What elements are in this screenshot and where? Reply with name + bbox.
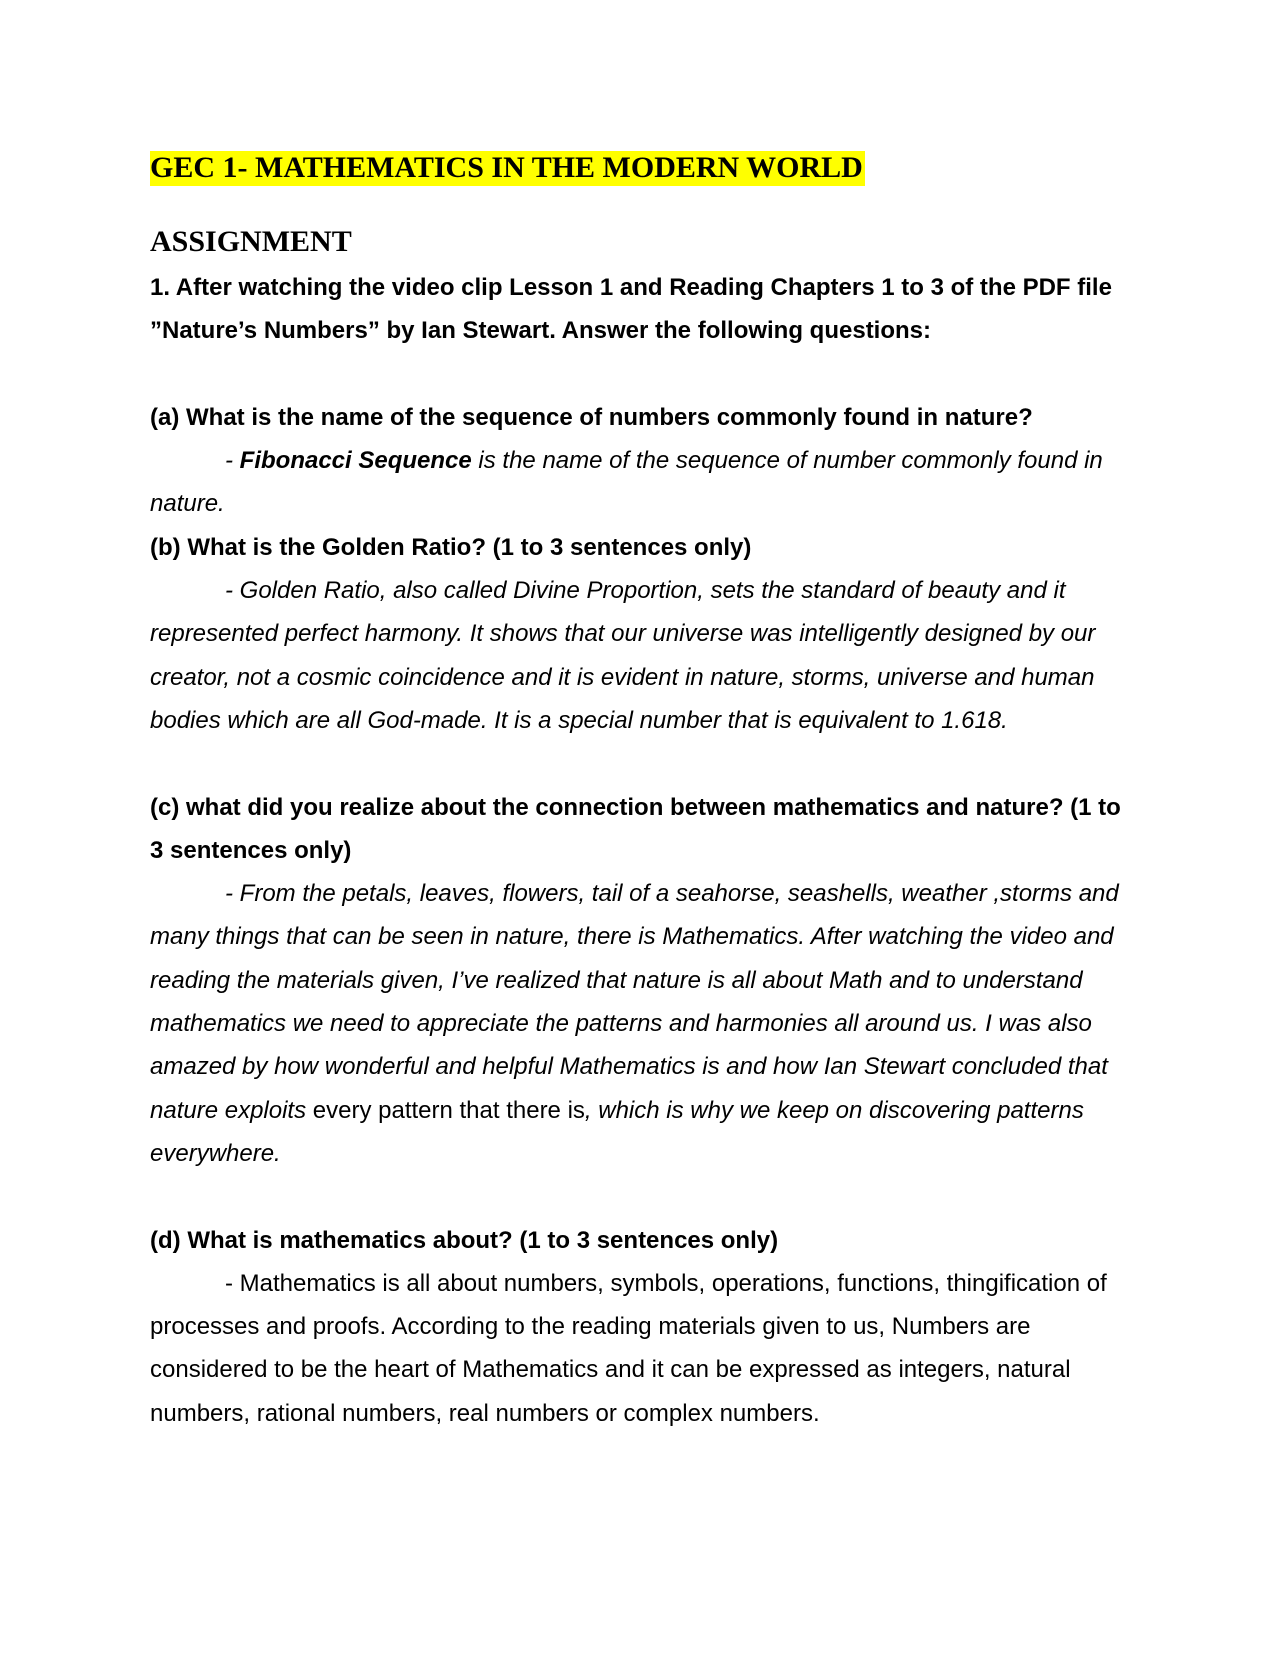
answer-a bbox=[150, 439, 1140, 526]
answer-d: - Mathematics is all about numbers, symbols, operations, functions, thingification of processes and proofs. According to the reading materials given to us, Numbers are considered to be the heart of Mathematics and it can be expressed as integers, natural numbers, rational numbers, real numbers or complex numbers. bbox=[150, 1269, 1107, 1427]
answer-c-text-1: - From the petals, leaves, flowers, tail of a seahorse, seashells, weather ,storms and many things that can be seen in nature, there is Mathematics. After watching the video and reading the materials given, I’ve realized that nature is all about Math and to understand mathematics we need to appreciate the patterns and harmonies all around us. I was also amazed by how wonderful and helpful Mathematics is and how Ian Stewart concluded that nature exploits bbox=[150, 880, 1119, 1124]
spacer bbox=[150, 353, 1140, 396]
answer-b: - Golden Ratio, also called Divine Proportion, sets the standard of beauty and it represented perfect harmony. It shows that our universe was intelligently designed by our creator, not a cosmic coincidence and it is evident in nature, storms, universe and human bodies which are all God-made. It is a special number that is equivalent to 1.618. bbox=[150, 577, 1096, 734]
course-title bbox=[150, 148, 865, 188]
question-b: (b) What is the Golden Ratio? (1 to 3 sentences only) bbox=[150, 533, 752, 561]
answer-c-text-3: , which is why we keep on discovering patterns everywhere. bbox=[150, 1096, 1084, 1167]
instructions: 1. After watching the video clip Lesson 1 and Reading Chapters 1 to 3 of the PDF file ”Nature’s Numbers” by Ian Stewart. Answer the following questions: bbox=[150, 274, 1112, 345]
spacer bbox=[150, 1175, 1140, 1218]
answer-a-term: Fibonacci Sequence bbox=[239, 447, 472, 475]
question-a: (a) What is the name of the sequence of numbers commonly found in nature? bbox=[150, 403, 1033, 431]
question-c: (c) what did you realize about the connection between mathematics and nature? (1 to 3 sentences only) bbox=[150, 793, 1121, 864]
answer-a-prefix: - bbox=[225, 447, 240, 475]
answer-c bbox=[150, 872, 1140, 1175]
course-title-highlight: GEC 1- MATHEMATICS IN THE MODERN WORLD bbox=[150, 151, 863, 184]
answer-c-text-2: every pattern that there is bbox=[306, 1096, 585, 1124]
spacer bbox=[150, 742, 1140, 785]
question-d: (d) What is mathematics about? (1 to 3 sentences only) bbox=[150, 1226, 779, 1254]
assignment-heading: ASSIGNMENT bbox=[150, 225, 352, 258]
assignment-body bbox=[150, 266, 1140, 1435]
answer-a-text: is the name of the sequence of number commonly found in nature. bbox=[150, 447, 1103, 518]
